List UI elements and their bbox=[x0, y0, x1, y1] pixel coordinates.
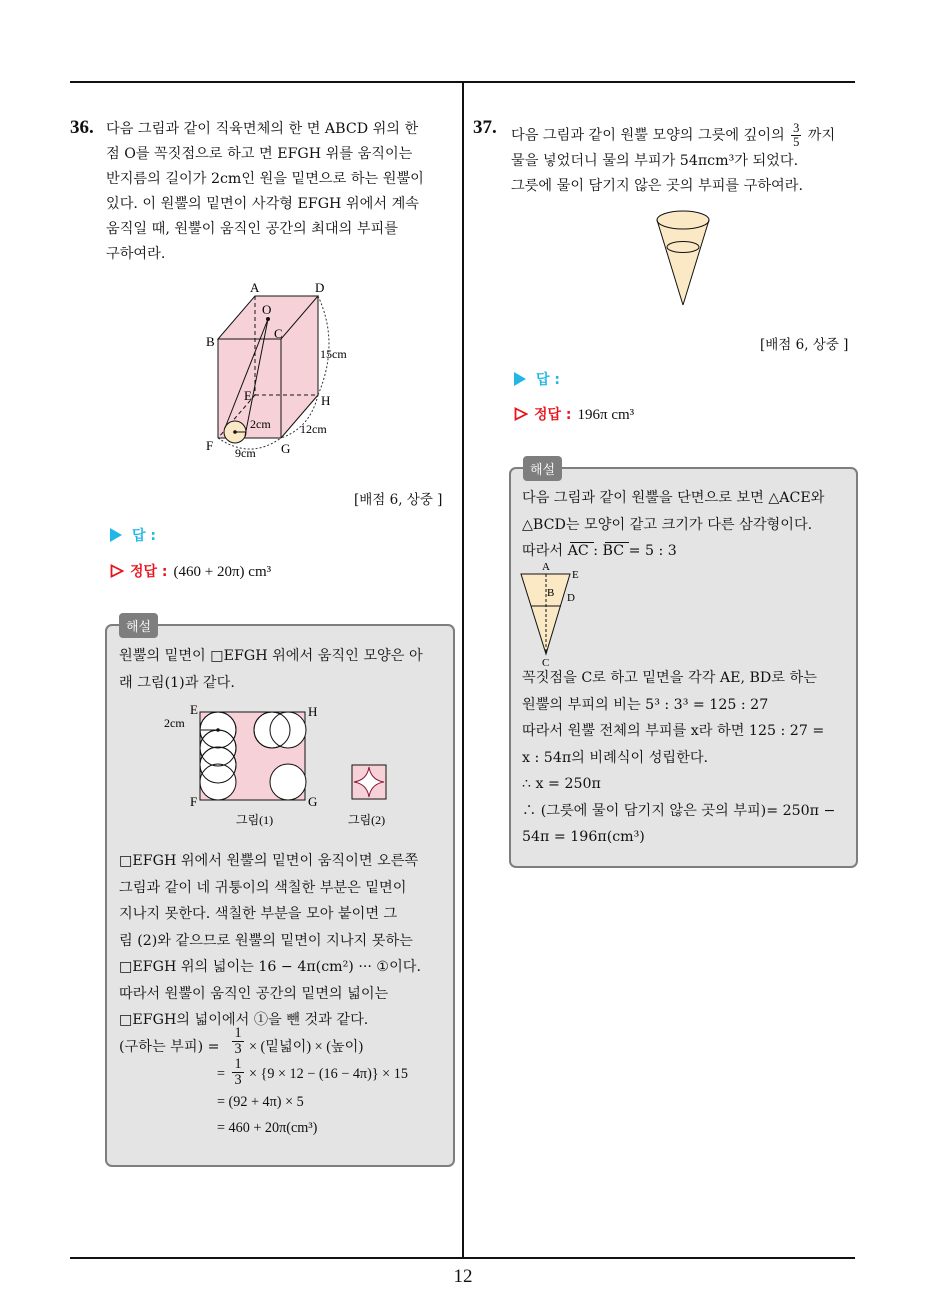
sol-label-b: B bbox=[547, 587, 555, 599]
solution-line: 54π = 196π(cm³) bbox=[522, 829, 645, 845]
solution-line: 원뿔의 밑면이 □EFGH 위에서 움직인 모양은 아 bbox=[119, 648, 423, 664]
q36-line: 점 O를 꼭짓점으로 하고 면 EFGH 위를 움직이는 bbox=[106, 146, 413, 162]
correct-value: 196π cm³ bbox=[577, 407, 635, 423]
frac-denominator: 3 bbox=[234, 1041, 242, 1057]
answer-label: 답 : bbox=[132, 528, 156, 544]
label-b: B bbox=[206, 334, 215, 349]
q36-line: 다음 그림과 같이 직육면체의 한 면 ABCD 위의 한 bbox=[106, 121, 419, 137]
sol-label-a: A bbox=[542, 561, 550, 573]
frac-numerator: 1 bbox=[234, 1056, 242, 1072]
label-h: H bbox=[321, 393, 331, 408]
q37-line: 그릇에 물이 담기지 않은 곳의 부피를 구하여라. bbox=[511, 178, 803, 194]
calc-eq: = bbox=[217, 1066, 226, 1082]
sol-label-g: G bbox=[308, 794, 318, 809]
solution-line: 래 그림(1)과 같다. bbox=[119, 674, 235, 691]
sol-label-e: E bbox=[190, 702, 198, 717]
outline-play-icon bbox=[514, 407, 528, 421]
solution-line: 따라서 AC : BC = 5 : 3 bbox=[522, 543, 677, 559]
answer-label: 답 : bbox=[536, 372, 560, 388]
label-a: A bbox=[250, 280, 260, 295]
solution-line: ∴ x = 250π bbox=[522, 776, 601, 792]
calc-r3: = (92 + 4π) × 5 bbox=[217, 1094, 304, 1110]
question-37-number: 37. bbox=[473, 117, 497, 138]
page-number: 12 bbox=[453, 1266, 473, 1287]
q37-correct-row bbox=[514, 404, 634, 424]
label-d: D bbox=[315, 280, 325, 295]
calc-r2: × {9 × 12 − (16 − 4π)} × 15 bbox=[249, 1066, 408, 1082]
sol-label-c: C bbox=[542, 657, 550, 669]
q37-solution-text-a bbox=[522, 485, 824, 565]
solution-line: □EFGH 위의 넓이는 16 − 4π(cm²) ··· ①이다. bbox=[119, 959, 422, 975]
solution-line: 그림과 같이 네 귀퉁이의 색칠한 부분은 밑면이 bbox=[119, 879, 407, 896]
label-width: 12cm bbox=[300, 422, 327, 436]
question-36-number: 36. bbox=[70, 117, 94, 138]
solution-line: △BCD는 모양이 같고 크기가 다른 삼각형이다. bbox=[522, 516, 813, 533]
q37-answer-row bbox=[514, 369, 560, 389]
solution-line: 따라서 원뿔 전체의 부피를 x라 하면 125 : 27 = bbox=[522, 723, 825, 739]
calc-r4: = 460 + 20π(cm³) bbox=[217, 1120, 318, 1136]
solution-figure-1 bbox=[160, 700, 400, 830]
solution-line: 따라서 원뿔이 움직인 공간의 밑면의 넓이는 bbox=[119, 985, 389, 1002]
q37-line-1 bbox=[511, 122, 835, 149]
correct-label: 정답 : bbox=[534, 407, 572, 423]
q37-solution-tag: 해설 bbox=[523, 456, 562, 481]
caption-figure-2: 그림(2) bbox=[348, 813, 386, 827]
q36-solution-tag: 해설 bbox=[119, 613, 158, 638]
q37-solution-text-b bbox=[522, 665, 835, 851]
sol-label-h: H bbox=[308, 704, 318, 719]
q36-correct-row bbox=[110, 561, 271, 581]
calc-frac-2 bbox=[232, 1057, 244, 1088]
sol-label-f: F bbox=[190, 794, 198, 809]
calc-r1: × (밑넓이) × (높이) bbox=[249, 1039, 364, 1055]
frac-denominator: 5 bbox=[793, 135, 800, 149]
label-base: 9cm bbox=[235, 446, 256, 460]
q37-line: 물을 넣었더니 물의 부피가 54πcm³가 되었다. bbox=[511, 153, 799, 169]
solution-line: □EFGH의 넓이에서 ①을 뺀 것과 같다. bbox=[119, 1012, 369, 1028]
correct-label: 정답 : bbox=[130, 564, 168, 580]
overline-ac bbox=[570, 542, 594, 543]
label-f: F bbox=[206, 438, 214, 453]
q37-line1-post: 까지 bbox=[807, 127, 836, 144]
calc-frac-1 bbox=[232, 1026, 244, 1057]
q36-line: 반지름의 길이가 2cm인 원을 밑면으로 하는 원뿔이 bbox=[106, 171, 424, 187]
q36-solution-text-a bbox=[119, 643, 423, 696]
frac-denominator: 3 bbox=[234, 1072, 242, 1088]
solution-line: 꼭짓점을 C로 하고 밑면을 각각 AE, BD로 하는 bbox=[522, 670, 817, 686]
sol-label-d: D bbox=[567, 592, 575, 604]
solution-line: □EFGH 위에서 원뿔의 밑면이 움직이면 오른쪽 bbox=[119, 853, 419, 869]
label-e: E bbox=[244, 388, 252, 403]
question-36-text bbox=[106, 117, 424, 267]
solution-line: 다음 그림과 같이 원뿔을 단면으로 보면 △ACE와 bbox=[522, 490, 825, 506]
frac-numerator: 3 bbox=[793, 121, 800, 135]
column-divider bbox=[462, 83, 464, 1259]
solution-line: 원뿔의 부피의 비는 5³ : 3³ = 125 : 27 bbox=[522, 696, 769, 713]
overline-bc bbox=[605, 542, 629, 543]
solution-line: ∴ (그릇에 물이 담기지 않은 곳의 부피)= 250π − bbox=[522, 802, 836, 819]
calc-lhs: (구하는 부피) = bbox=[119, 1039, 220, 1055]
label-o: O bbox=[262, 302, 272, 317]
q37-fraction bbox=[791, 122, 801, 149]
label-radius: 2cm bbox=[250, 417, 271, 431]
caption-figure-1: 그림(1) bbox=[236, 813, 274, 827]
play-icon bbox=[110, 528, 122, 542]
solution-line: x : 54π의 비례식이 성립한다. bbox=[522, 749, 709, 766]
q36-line: 움직일 때, 원뿔이 움직인 공간의 최대의 부피를 bbox=[106, 221, 398, 237]
q37-score: [배점 6, 상중 ] bbox=[760, 337, 849, 353]
label-height: 15cm bbox=[320, 347, 347, 361]
question-37-text bbox=[511, 122, 835, 199]
cuboid-cone-figure bbox=[200, 278, 370, 468]
label-c: C bbox=[274, 326, 283, 341]
q36-solution-text-b bbox=[119, 848, 421, 1034]
q36-line: 있다. 이 원뿔의 밑면이 사각형 EFGH 위에서 계속 bbox=[106, 196, 419, 212]
label-g: G bbox=[281, 441, 291, 456]
q37-line1-pre: 다음 그림과 같이 원뿔 모양의 그릇에 깊이의 bbox=[511, 127, 785, 144]
correct-value: (460 + 20π) cm³ bbox=[173, 564, 272, 580]
outline-play-icon bbox=[110, 564, 124, 578]
q36-score: [배점 6, 상중 ] bbox=[354, 492, 443, 508]
cross-section-figure bbox=[515, 558, 585, 670]
frac-numerator: 1 bbox=[234, 1025, 242, 1041]
play-icon bbox=[514, 372, 526, 386]
solution-line: 림 (2)와 같으므로 원뿔의 밑면이 지나지 못하는 bbox=[119, 932, 413, 949]
solution-line: 지나지 못한다. 색칠한 부분을 모아 붙이면 그 bbox=[119, 906, 398, 922]
cone-bowl-figure bbox=[652, 206, 714, 308]
sol-label-radius: 2cm bbox=[164, 716, 185, 730]
q36-answer-row bbox=[110, 525, 156, 545]
sol-label-e: E bbox=[572, 569, 579, 581]
q36-line: 구하여라. bbox=[106, 246, 166, 262]
